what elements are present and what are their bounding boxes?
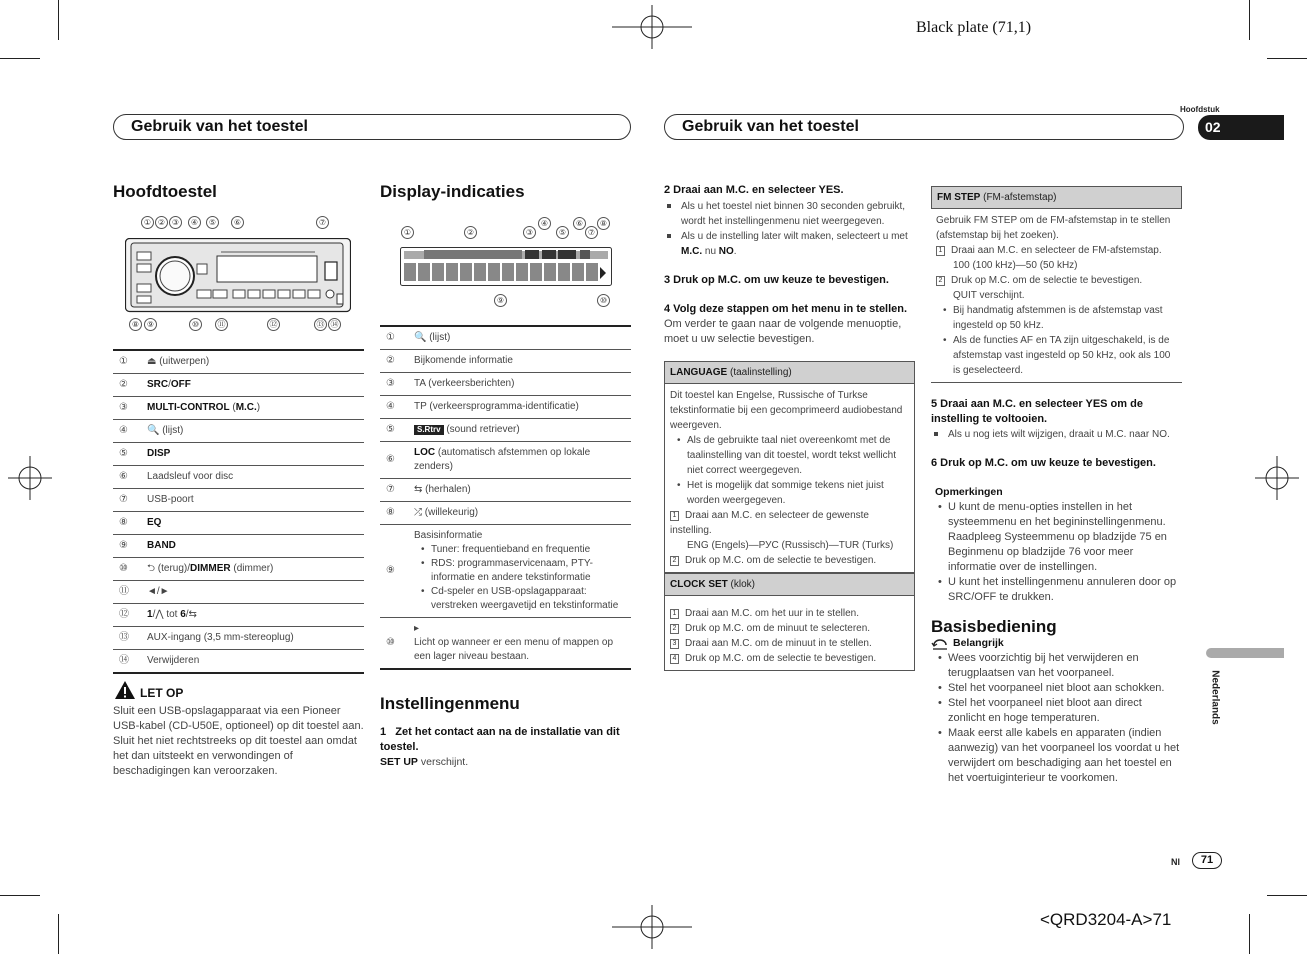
table-row: ⑧ ⤮ (willekeurig) xyxy=(380,502,631,525)
diagram-bottom-labels xyxy=(113,318,363,336)
table-row: ② Bijkomende informatie xyxy=(380,350,631,373)
important-header: Belangrijk xyxy=(931,636,1182,651)
important-icon xyxy=(931,637,949,651)
table-row: ③ TA (verkeersberichten) xyxy=(380,373,631,396)
important-item: • Maak eerst alle kabels en apparaten (indien aanwezig) van het voorpaneel los voordat u het verwijdert om beschadiging aan het toestel en het voertuiginterieur te voorkomen. xyxy=(931,726,1182,786)
callout: ⑪ xyxy=(215,318,228,331)
table-row: ⑤ DISP xyxy=(113,443,364,466)
head-unit-drawing xyxy=(125,238,351,314)
table-row: ⑨ Basisinformatie • Tuner: frequentieband en frequentie • RDS: programmaservicenaam, PTY-informatie en andere tekstinformatie • Cd-speler en USB-opslagapparaat: verstreken weergavetijd en tekstinformatie xyxy=(380,525,631,618)
table-row: ④ 🔍 (lijst) xyxy=(113,420,364,443)
heading-basisbediening: Basisbediening xyxy=(931,617,1057,636)
heading-setup: Instellingenmenu xyxy=(380,694,520,713)
fm-step-box: FM STEP (FM-afstemstap) Gebruik FM STEP om de FM-afstemstap in te stellen (afstemstap bij het zoeken). 1 Draai aan M.C. en selecteer de FM-afstemstap. 100 (100 kHz)—50 (50 kHz) 2 Druk op M.C. om de selectie te bevestigen. QUIT verschijnt. • Bij handmatig afstemmen is de afstemstap vast ingesteld op 50 kHz. • Als de functies AF en TA zijn uitgeschakeld, is de afstemstap vast ingesteld op 50 kHz, ook als 100 is geselecteerd. xyxy=(931,186,1182,383)
step-3: 3 Druk op M.C. om uw keuze te bevestigen. xyxy=(664,274,889,286)
table-row: ⑤ S.Rtrv (sound retriever) xyxy=(380,419,631,442)
callout: ⑧ xyxy=(597,217,610,230)
setup-step-1: 1 Zet het contact aan na de installatie van dit toestel. xyxy=(380,726,620,753)
table-row: ⑫ 1/⋀ tot 6/⇆ xyxy=(113,604,364,627)
table-row: ⑦ USB-poort xyxy=(113,489,364,512)
callout: ⑥ xyxy=(573,217,586,230)
warning-icon xyxy=(114,680,136,700)
heading-hoofdtoestel: Hoofdtoestel xyxy=(113,182,217,201)
crop-mark xyxy=(1267,58,1307,59)
sound-retriever-icon: S.Rtrv xyxy=(414,425,444,435)
caution-text: Sluit een USB-opslagapparaat via een Pioneer USB-kabel (CD-U50E, optioneel) op dit toestel aan. Sluit het niet rechtstreeks op dit toestel aan omdat het dan uitsteekt en verwondingen of beschadigingen kan veroorzaken. xyxy=(113,705,364,777)
callout: ① xyxy=(141,216,154,229)
callout: ② xyxy=(464,226,477,239)
callout: ⑨ xyxy=(494,294,507,307)
section-banner-left: Gebruik van het toestel xyxy=(113,114,631,140)
clock-box: CLOCK SET (klok) 1 Draai aan M.C. om het uur in te stellen. 2 Druk op M.C. om de minuut te selecteren. 3 Draai aan M.C. om de minuut in te stellen. 4 Druk op M.C. om de selectie te bevestigen. xyxy=(664,573,915,671)
head-unit-table xyxy=(113,349,364,674)
callout: ⑩ xyxy=(597,294,610,307)
important-item: • Stel het voorpaneel niet bloot aan schokken. xyxy=(931,681,1182,696)
callout: ⑦ xyxy=(585,226,598,239)
crop-mark xyxy=(1267,895,1307,896)
fm-step-box-header: FM STEP (FM-afstemstap) xyxy=(931,186,1182,209)
column-4 xyxy=(931,186,1182,786)
registration-target xyxy=(612,5,692,49)
crop-mark xyxy=(58,914,59,954)
crop-mark xyxy=(0,895,40,896)
callout: ⑦ xyxy=(316,216,329,229)
step-2-note-1: Als u het toestel niet binnen 30 seconden gebruikt, wordt het instellingenmenu niet weergegeven. xyxy=(664,199,915,229)
table-row: ⑨ BAND xyxy=(113,535,364,558)
table-row: ③ MULTI-CONTROL (M.C.) xyxy=(113,397,364,420)
language-box-header: LANGUAGE (taalinstelling) xyxy=(665,362,914,384)
table-row: ⑦ ⇆ (herhalen) xyxy=(380,479,631,502)
table-row: ① ⏏ (uitwerpen) xyxy=(113,350,364,374)
step-4: 4 Volg deze stappen om het menu in te stellen. xyxy=(664,303,908,315)
step-5: 5 Draai aan M.C. en selecteer YES om de instelling te voltooien. xyxy=(931,398,1143,425)
column-3 xyxy=(664,183,915,671)
registration-target xyxy=(612,905,692,949)
notes-title: Opmerkingen xyxy=(935,486,1003,498)
diagram-top-labels xyxy=(113,214,363,232)
callout: ⑭ xyxy=(328,318,341,331)
table-row: ⑭ Verwijderen xyxy=(113,650,364,674)
callout: ⑨ xyxy=(144,318,157,331)
footer-code: <QRD3204-A>71 xyxy=(1040,910,1172,929)
display-diagram xyxy=(380,214,630,310)
step-2: 2 Draai aan M.C. en selecteer YES. xyxy=(664,184,844,196)
table-row: ⑥ LOC (automatisch afstemmen op lokale zenders) xyxy=(380,442,631,479)
table-row: ② SRC/OFF xyxy=(113,374,364,397)
registration-target xyxy=(1255,456,1299,500)
crop-mark xyxy=(0,58,40,59)
registration-target xyxy=(8,456,52,500)
note-item: • U kunt het instellingenmenu annuleren door op SRC/OFF te drukken. xyxy=(931,575,1182,605)
callout: ③ xyxy=(523,226,536,239)
step-5-note: Als u nog iets wilt wijzigen, draait u M.C. naar NO. xyxy=(931,427,1182,442)
callout: ② xyxy=(155,216,168,229)
step-4-text: Om verder te gaan naar de volgende menuoptie, moet u uw selectie bevestigen. xyxy=(664,318,902,345)
clock-box-header: CLOCK SET (klok) xyxy=(665,573,914,596)
callout: ⑧ xyxy=(129,318,142,331)
table-row: ⑪ ◄/► xyxy=(113,581,364,604)
setup-step-1-result: SET UP verschijnt. xyxy=(380,756,469,768)
callout: ⑩ xyxy=(189,318,202,331)
callout: ⑤ xyxy=(206,216,219,229)
head-unit-diagram xyxy=(113,214,363,336)
page-number: 71 xyxy=(1192,852,1222,869)
crop-mark xyxy=(1249,914,1250,954)
callout: ③ xyxy=(169,216,182,229)
callout: ④ xyxy=(538,217,551,230)
submenu-icon: ▸ xyxy=(414,623,420,634)
lcd-drawing xyxy=(400,247,612,287)
chapter-number: 02 xyxy=(1205,119,1221,135)
callout: ⑫ xyxy=(267,318,280,331)
crop-mark xyxy=(58,0,59,40)
step-6: 6 Druk op M.C. om uw keuze te bevestigen. xyxy=(931,457,1156,469)
caution-title: LET OP xyxy=(140,686,184,700)
note-item: • U kunt de menu-opties instellen in het systeemmenu en het begininstellingenmenu. Raadpleeg Systeemmenu op bladzijde 75 en Beginmenu op bladzijde 76 voor meer informatie over de instellingen. xyxy=(931,500,1182,575)
step-2-note-2: Als u de instelling later wilt maken, selecteert u met M.C. nu NO. xyxy=(664,229,915,259)
table-row: ⑬ AUX-ingang (3,5 mm-stereoplug) xyxy=(113,627,364,650)
table-row: ⑥ Laadsleuf voor disc xyxy=(113,466,364,489)
display-table xyxy=(380,325,631,670)
callout: ① xyxy=(401,226,414,239)
side-language-label: Nederlands xyxy=(1209,670,1221,725)
heading-display: Display-indicaties xyxy=(380,182,525,201)
language-box: LANGUAGE (taalinstelling) Dit toestel kan Engelse, Russische of Turkse tekstinformatie bij een gecomprimeerd audiobestand weergeven. • Als de gebruikte taal niet overeenkomt met de taalinstelling van dit toestel, wordt tekst wellicht niet correct weergegeven. • Het is mogelijk dat sommige tekens niet juist worden weergegeven. 1 Draai aan M.C. en selecteer de gewenste instelling. ENG (Engels)—РУС (Russisch)—TUR (Turks) 2 Druk op M.C. om de selectie te bevestigen. xyxy=(664,361,915,573)
table-row: ⑩ ▸ Licht op wanneer er een menu of mappen op een lager niveau bestaan. xyxy=(380,618,631,670)
section-banner-right: Gebruik van het toestel xyxy=(664,114,1184,140)
chapter-label: Hoofdstuk xyxy=(1180,105,1220,114)
callout: ⑤ xyxy=(556,226,569,239)
callout: ④ xyxy=(188,216,201,229)
table-row: ⑧ EQ xyxy=(113,512,364,535)
important-item: • Stel het voorpaneel niet bloot aan direct zonlicht en hoge temperaturen. xyxy=(931,696,1182,726)
callout: ⑥ xyxy=(231,216,244,229)
footer-lang: Nl xyxy=(1171,857,1180,867)
plate-label: Black plate (71,1) xyxy=(916,19,1032,36)
important-item: • Wees voorzichtig bij het verwijderen en terugplaatsen van het voorpaneel. xyxy=(931,651,1182,681)
table-row: ① 🔍 (lijst) xyxy=(380,326,631,350)
table-row: ⑩ ⮌ (terug)/DIMMER (dimmer) xyxy=(113,558,364,581)
table-row: ④ TP (verkeersprogramma-identificatie) xyxy=(380,396,631,419)
crop-mark xyxy=(1249,0,1250,40)
callout: ⑬ xyxy=(314,318,327,331)
